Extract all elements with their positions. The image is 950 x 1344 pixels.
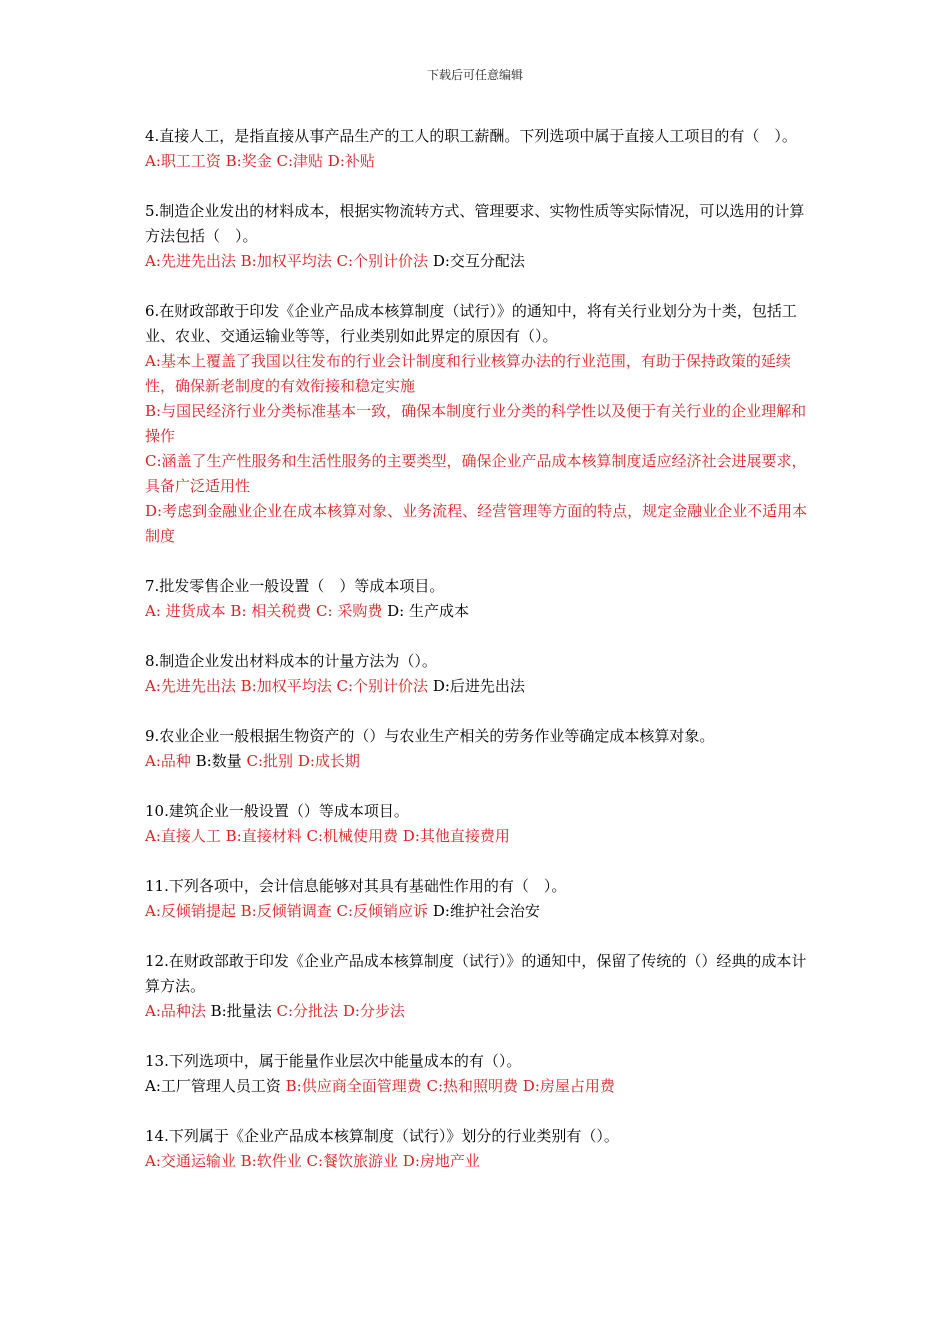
question-5 [145,199,811,274]
page-header: 下载后可任意编辑 [426,68,523,82]
question-14 [145,1124,811,1174]
question-10 [145,799,811,849]
answer-options-correct: A: 进货成本 B: 相关税费 C: 采购费 [145,602,388,620]
question-8 [145,649,811,699]
answer-option-b: B:数量 [195,752,247,770]
answer-option-a: A:品种 [145,752,196,770]
answer-option-c: C:涵盖了生产性服务和生活性服务的主要类型，确保企业产品成本核算制度适应经济社会进展要求，具备广泛适用性 [145,452,807,495]
question-stem: 11.下列各项中，会计信息能够对其具有基础性作用的有（ ）。 [145,877,567,895]
question-stem: 7.批发零售企业一般设置（ ）等成本项目。 [145,577,445,595]
question-13 [145,1049,811,1099]
question-11 [145,874,811,924]
question-stem: 10.建筑企业一般设置（）等成本项目。 [145,802,409,820]
answer-options-correct: A:先进先出法 B:加权平均法 C:个别计价法 [145,677,433,695]
answer-options-cd: C:批别 D:成长期 [246,752,360,770]
question-list [145,124,811,1199]
answer-options: A:交通运输业 B:软件业 C:餐饮旅游业 D:房地产业 [145,1152,480,1170]
question-7 [145,574,811,624]
answer-option-b: B:与国民经济行业分类标准基本一致，确保本制度行业分类的科学性以及便于有关行业的企业理解和操作 [145,402,807,445]
answer-option-other: D: 生产成本 [387,602,469,620]
question-9 [145,724,811,774]
answer-option-a: A:品种法 [145,1002,211,1020]
answer-options: A:直接人工 B:直接材料 C:机械使用费 D:其他直接费用 [145,827,510,845]
question-stem: 5.制造企业发出的材料成本，根据实物流转方式、管理要求、实物性质等实际情况，可以选用的计算方法包括（ ）。 [145,202,805,245]
question-stem: 9.农业企业一般根据生物资产的（）与农业生产相关的劳务作业等确定成本核算对象。 [145,727,715,745]
question-stem: 4.直接人工，是指直接从事产品生产的工人的职工薪酬。下列选项中属于直接人工项目的有（ ）。 [145,127,797,145]
question-12 [145,949,811,1024]
question-6 [145,299,811,549]
question-stem: 13.下列选项中，属于能量作业层次中能量成本的有（）。 [145,1052,522,1070]
answer-options-bcd: B:供应商全面管理费 C:热和照明费 D:房屋占用费 [285,1077,615,1095]
answer-option-a: A:工厂管理人员工资 [145,1077,286,1095]
answer-option-d: D:考虑到金融业企业在成本核算对象、业务流程、经营管理等方面的特点，规定金融业企业不适用本制度 [145,502,808,545]
answer-options-correct: A:反倾销提起 B:反倾销调查 C:反倾销应诉 [145,902,433,920]
answer-option-a: A:基本上覆盖了我国以往发布的行业会计制度和行业核算办法的行业范围，有助于保持政策的延续性，确保新老制度的有效衔接和稳定实施 [145,352,791,395]
answer-options-correct: A:先进先出法 B:加权平均法 C:个别计价法 [145,252,433,270]
answer-option-other: D:交互分配法 [432,252,525,270]
answer-option-other: D:后进先出法 [432,677,525,695]
question-4 [145,124,811,174]
question-stem: 8.制造企业发出材料成本的计量方法为（）。 [145,652,437,670]
answer-options: A:职工工资 B:奖金 C:津贴 D:补贴 [145,152,375,170]
answer-option-other: D:维护社会治安 [432,902,540,920]
question-stem: 14.下列属于《企业产品成本核算制度（试行）》划分的行业类别有（）。 [145,1127,619,1145]
question-stem: 6.在财政部敢于印发《企业产品成本核算制度（试行）》的通知中，将有关行业划分为十类，包括工业、农业、交通运输业等等，行业类别如此界定的原因有（）。 [145,302,797,345]
answer-option-b: B:批量法 [210,1002,277,1020]
answer-options-cd: C:分批法 D:分步法 [276,1002,405,1020]
question-stem: 12.在财政部敢于印发《企业产品成本核算制度（试行）》的通知中，保留了传统的（）经典的成本计算方法。 [145,952,807,995]
